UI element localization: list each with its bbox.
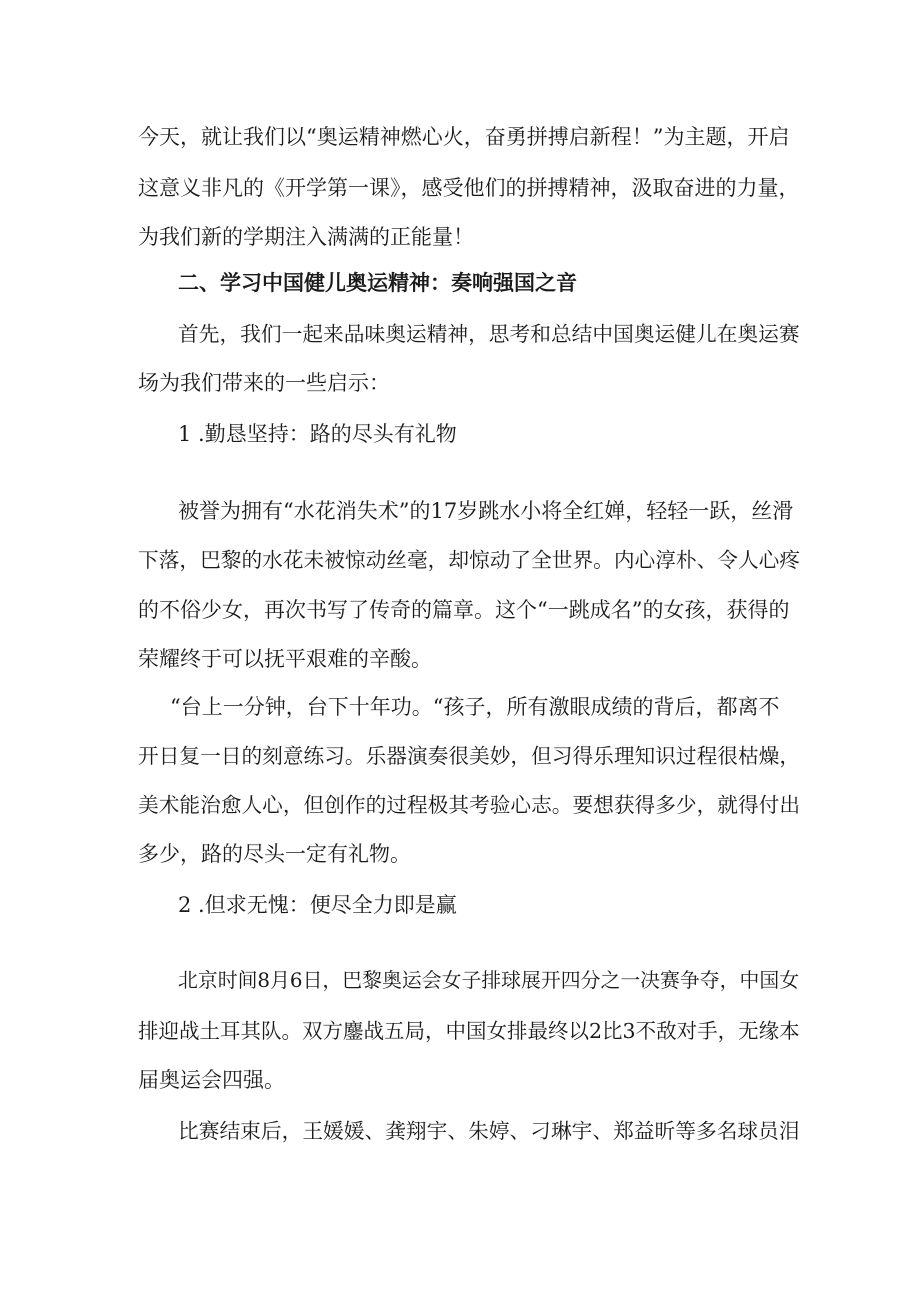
- intro-line-1: 今天，就让我们以“奥运精神燃心火，奋勇拼搏启新程！”为主题，开启: [138, 125, 790, 149]
- intro-line-3: 为我们新的学期注入满满的正能量！: [138, 225, 474, 249]
- quan-line-1: 被誉为拥有“水花消失术”的17岁跳水小将全红婵，轻轻一跃，丝滑: [178, 499, 794, 523]
- practice-line-1: “台上一分钟，台下十年功。“孩子，所有激眼成绩的背后，都离不: [170, 695, 780, 719]
- intro-line-2: 这意义非凡的《开学第一课》，感受他们的拼搏精神，汲取奋进的力量，: [138, 176, 800, 200]
- subheading-1: 1 .勤恳坚持：路的尽头有礼物: [178, 422, 457, 446]
- volleyball-line-2: 排迎战土耳其队。双方鏖战五局，中国女排最终以2比3不敌对手，无缘本: [138, 1019, 800, 1043]
- practice-line-4: 多少，路的尽头一定有礼物。: [138, 842, 411, 866]
- volleyball-line-1: 北京时间8月6日，巴黎奥运会女子排球展开四分之一决赛争夺，中国女: [178, 969, 800, 992]
- quan-line-3: 的不俗少女，再次书写了传奇的篇章。这个“一跳成名”的女孩，获得的: [138, 598, 790, 622]
- subheading-2: 2 .但求无愧：便尽全力即是赢: [178, 893, 457, 917]
- section-heading: 二、学习中国健儿奥运精神：奏响强国之音: [178, 271, 577, 295]
- first-line-2: 场为我们带来的一些启示：: [138, 371, 390, 395]
- quan-line-2: 下落，巴黎的水花未被惊动丝毫，却惊动了全世界。内心淳朴、令人心疼: [138, 548, 801, 572]
- volleyball-line-3: 届奥运会四强。: [138, 1068, 285, 1092]
- after-match-line-1: 比赛结束后，王媛媛、龚翔宇、朱婷、刁琳宇、郑益昕等多名球员泪: [178, 1119, 800, 1143]
- practice-line-3: 美术能治愈人心，但创作的过程极其考验心志。要想获得多少，就得付出: [138, 793, 801, 817]
- practice-line-2: 开日复一日的刻意练习。乐器演奏很美妙，但习得乐理知识过程很枯燥，: [138, 744, 801, 768]
- quan-line-4: 荣耀终于可以抚平艰难的辛酸。: [138, 647, 432, 671]
- first-line-1: 首先，我们一起来品味奥运精神，思考和总结中国奥运健儿在奥运赛: [178, 322, 800, 346]
